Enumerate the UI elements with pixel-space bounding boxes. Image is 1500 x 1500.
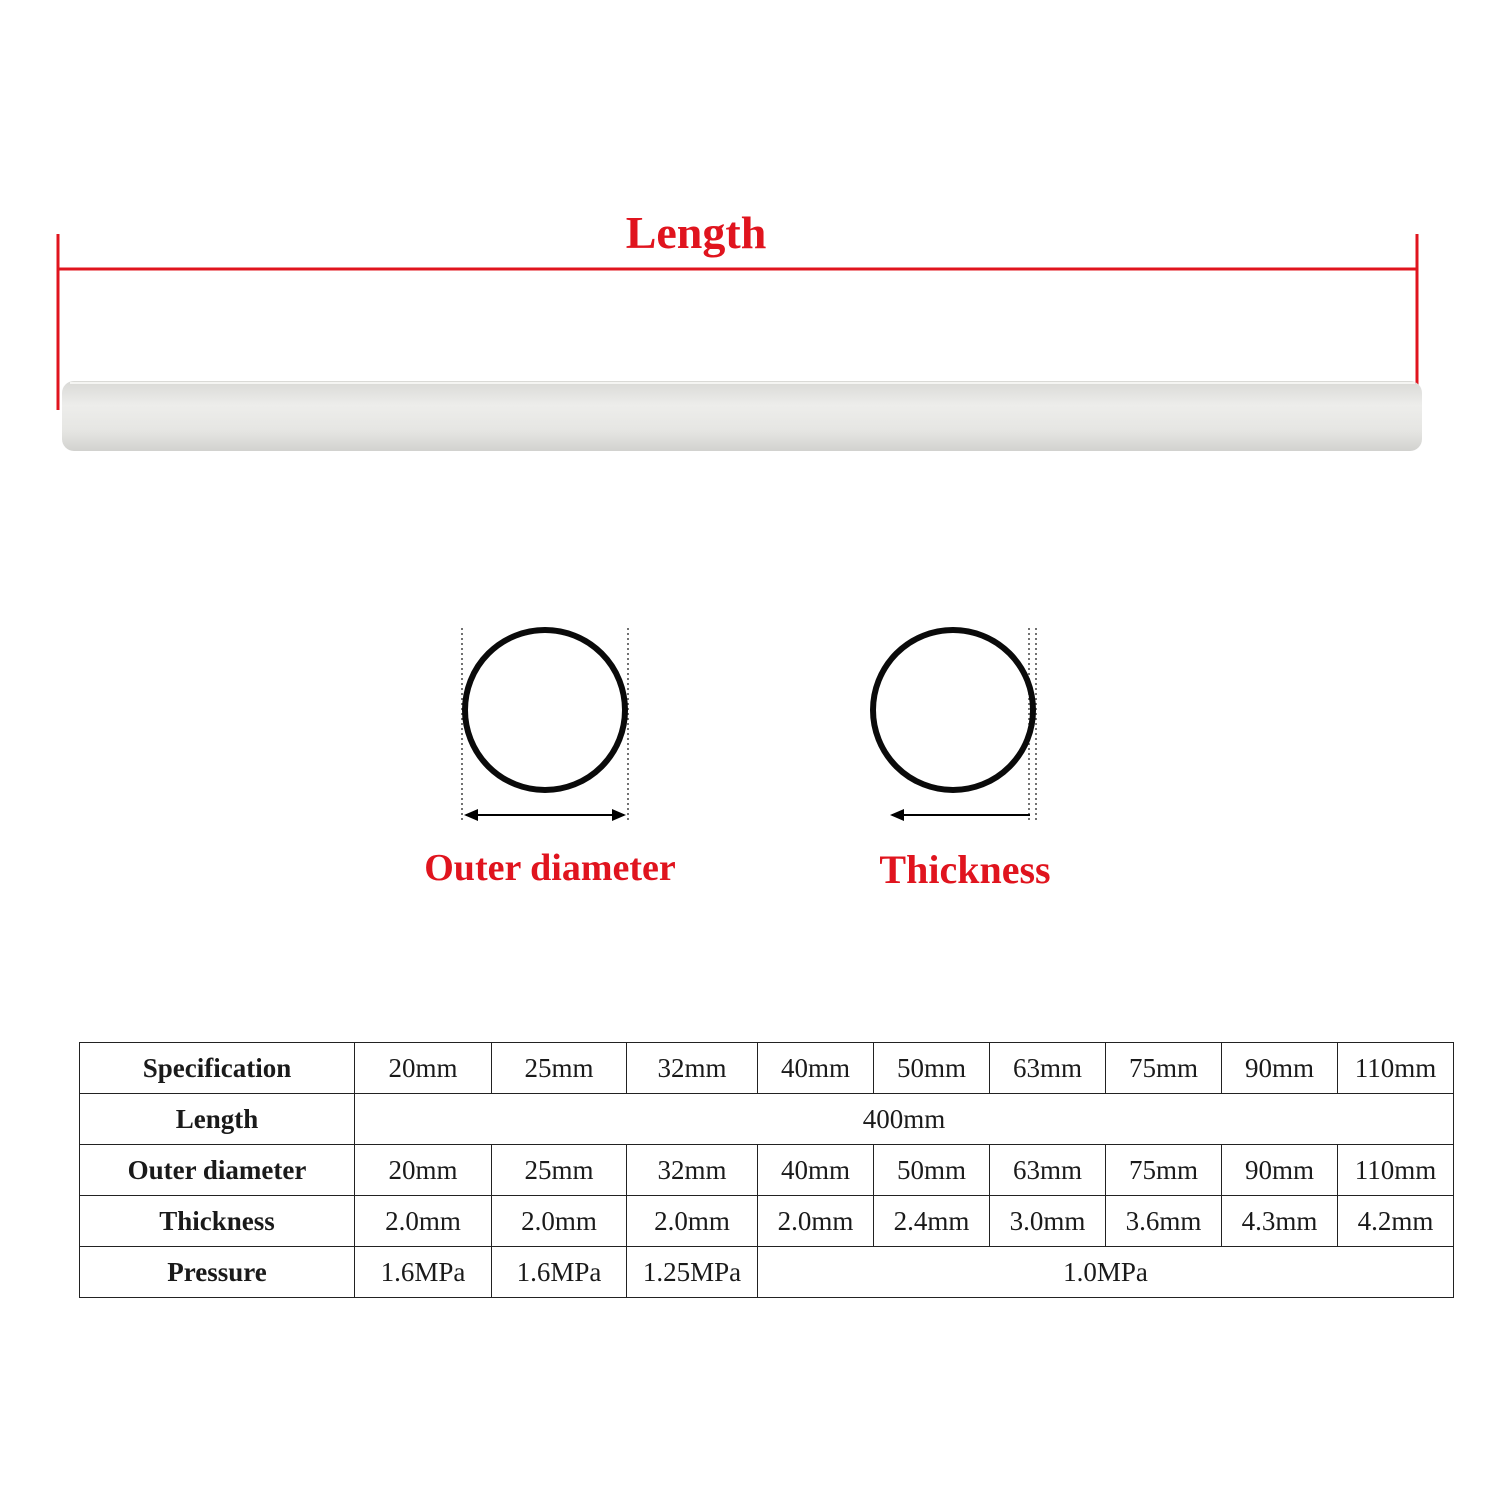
table-cell: 63mm (990, 1043, 1106, 1094)
table-row-thickness (80, 1196, 1454, 1247)
table-cell: 32mm (627, 1145, 758, 1196)
thickness-ring (873, 630, 1033, 790)
table-cell: 75mm (1106, 1043, 1222, 1094)
table-cell: 2.0mm (492, 1196, 627, 1247)
table-cell: 110mm (1338, 1043, 1454, 1094)
row-header-outer-diameter: Outer diameter (80, 1145, 355, 1196)
table-cell: 90mm (1222, 1145, 1338, 1196)
outer-diameter-drawing (462, 628, 628, 822)
table-row-specification (80, 1043, 1454, 1094)
table-row-outer-diameter (80, 1145, 1454, 1196)
table-cell: 75mm (1106, 1145, 1222, 1196)
row-header-length: Length (80, 1094, 355, 1145)
table-cell: 110mm (1338, 1145, 1454, 1196)
table-cell: 40mm (758, 1145, 874, 1196)
table-cell: 25mm (492, 1145, 627, 1196)
table-cell: 2.0mm (758, 1196, 874, 1247)
table-cell: 50mm (874, 1145, 990, 1196)
table-cell: 32mm (627, 1043, 758, 1094)
row-header-thickness: Thickness (80, 1196, 355, 1247)
table-row-length (80, 1094, 1454, 1145)
table-cell: 20mm (355, 1043, 492, 1094)
table-cell: 1.6MPa (492, 1247, 627, 1298)
length-label: Length (625, 207, 767, 258)
outer-diameter-label: Outer diameter (424, 847, 676, 889)
table-cell: 40mm (758, 1043, 874, 1094)
table-cell: 1.25MPa (627, 1247, 758, 1298)
table-cell-merged: 1.0MPa (758, 1247, 1454, 1298)
table-cell: 3.6mm (1106, 1196, 1222, 1247)
table-cell: 4.3mm (1222, 1196, 1338, 1247)
table-cell: 50mm (874, 1043, 990, 1094)
pipe-body (62, 381, 1422, 451)
row-header-pressure: Pressure (80, 1247, 355, 1298)
table-cell: 2.4mm (874, 1196, 990, 1247)
pipe-image (62, 381, 1422, 451)
table-cell: 20mm (355, 1145, 492, 1196)
table-cell: 3.0mm (990, 1196, 1106, 1247)
thickness-drawing (873, 628, 1036, 822)
table-cell: 63mm (990, 1145, 1106, 1196)
specification-table (79, 1042, 1454, 1298)
table-cell: 1.6MPa (355, 1247, 492, 1298)
table-row-pressure (80, 1247, 1454, 1298)
row-header-specification: Specification (80, 1043, 355, 1094)
thickness-label: Thickness (879, 847, 1051, 892)
table-cell: 2.0mm (627, 1196, 758, 1247)
table-cell: 90mm (1222, 1043, 1338, 1094)
outer-diameter-ring (465, 630, 625, 790)
table-cell: 4.2mm (1338, 1196, 1454, 1247)
table-cell: 25mm (492, 1043, 627, 1094)
table-cell: 2.0mm (355, 1196, 492, 1247)
table-cell-merged: 400mm (355, 1094, 1454, 1145)
